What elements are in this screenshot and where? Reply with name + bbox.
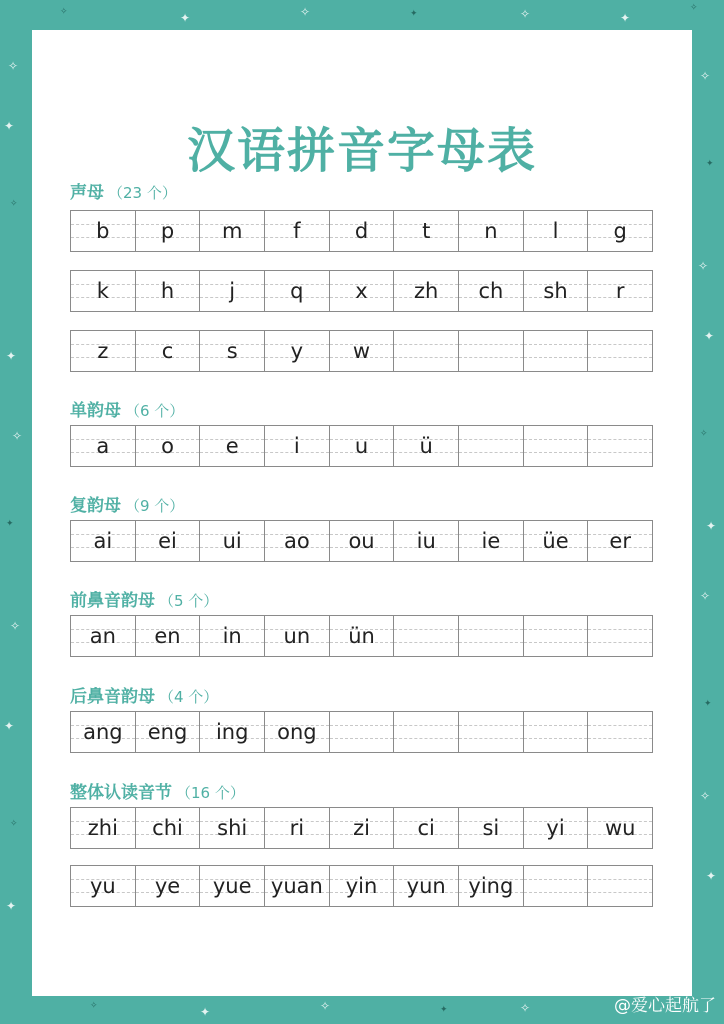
- pinyin-cell: [524, 331, 589, 371]
- pinyin-cell: [330, 426, 395, 466]
- pinyin-grid-row: [70, 270, 653, 312]
- pinyin-grid-row: [70, 711, 653, 753]
- pinyin-cell: [265, 712, 330, 752]
- pinyin-cell: [330, 616, 395, 656]
- star-decoration-icon: ✧: [520, 1001, 531, 1015]
- pinyin-text: ying: [468, 874, 514, 898]
- pinyin-text: in: [222, 624, 242, 648]
- pinyin-cell: [136, 426, 201, 466]
- pinyin-cell: [588, 616, 652, 656]
- section-name: 声母: [70, 183, 104, 203]
- pinyin-text: yue: [212, 874, 252, 898]
- pinyin-cell: [394, 616, 459, 656]
- pinyin-text: er: [609, 529, 631, 553]
- section-heading: [70, 778, 245, 803]
- pinyin-cell: [394, 331, 459, 371]
- pinyin-cell: [330, 331, 395, 371]
- star-decoration-icon: ✦: [704, 329, 715, 343]
- pinyin-cell: [459, 521, 524, 561]
- pinyin-cell: [265, 271, 330, 311]
- pinyin-cell: [394, 808, 459, 848]
- pinyin-cell: [71, 808, 136, 848]
- pinyin-text: yu: [89, 874, 116, 898]
- star-decoration-icon: ✧: [700, 789, 711, 803]
- pinyin-cell: [588, 331, 652, 371]
- pinyin-cell: [459, 211, 524, 251]
- pinyin-cell: [265, 866, 330, 906]
- pinyin-cell: [71, 521, 136, 561]
- pinyin-text: ei: [158, 529, 177, 553]
- star-decoration-icon: ✧: [10, 619, 21, 633]
- pinyin-text: k: [96, 279, 109, 303]
- section-count: （23 个）: [108, 184, 177, 202]
- star-decoration-icon: ✧: [8, 59, 19, 73]
- pinyin-cell: [394, 712, 459, 752]
- pinyin-text: b: [96, 219, 110, 243]
- pinyin-text: ui: [222, 529, 242, 553]
- pinyin-cell: [330, 521, 395, 561]
- pinyin-grid-row: [70, 425, 653, 467]
- star-decoration-icon: ✦: [410, 9, 418, 19]
- pinyin-text: e: [225, 434, 239, 458]
- section-count: （6 个）: [125, 402, 185, 420]
- section-heading: [70, 491, 184, 516]
- pinyin-text: w: [352, 339, 371, 363]
- pinyin-cell: [588, 211, 652, 251]
- pinyin-cell: [200, 426, 265, 466]
- pinyin-text: r: [615, 279, 625, 303]
- pinyin-text: c: [161, 339, 174, 363]
- pinyin-cell: [136, 866, 201, 906]
- pinyin-text: q: [290, 279, 304, 303]
- section-name: 复韵母: [70, 496, 121, 516]
- pinyin-text: t: [422, 219, 431, 243]
- star-decoration-icon: ✦: [6, 899, 17, 913]
- pinyin-text: ü: [419, 434, 433, 458]
- star-decoration-icon: ✧: [320, 999, 331, 1013]
- section-heading: [70, 396, 184, 421]
- pinyin-cell: [588, 866, 652, 906]
- pinyin-text: f: [293, 219, 301, 243]
- star-decoration-icon: ✦: [706, 869, 717, 883]
- pinyin-grid-row: [70, 210, 653, 252]
- pinyin-cell: [394, 426, 459, 466]
- pinyin-cell: [459, 866, 524, 906]
- pinyin-text: ch: [478, 279, 504, 303]
- pinyin-cell: [136, 616, 201, 656]
- pinyin-cell: [71, 616, 136, 656]
- section-name: 后鼻音韵母: [70, 687, 155, 707]
- pinyin-text: x: [355, 279, 368, 303]
- pinyin-text: l: [552, 219, 559, 243]
- pinyin-cell: [524, 271, 589, 311]
- pinyin-text: n: [484, 219, 498, 243]
- pinyin-cell: [459, 426, 524, 466]
- section-name: 前鼻音韵母: [70, 591, 155, 611]
- pinyin-text: ou: [348, 529, 375, 553]
- pinyin-text: u: [354, 434, 369, 458]
- pinyin-text: iu: [416, 529, 436, 553]
- pinyin-cell: [200, 271, 265, 311]
- star-decoration-icon: ✦: [706, 159, 714, 169]
- pinyin-cell: [524, 866, 589, 906]
- pinyin-text: sh: [543, 279, 568, 303]
- section-name: 整体认读音节: [70, 783, 172, 803]
- pinyin-text: shi: [217, 816, 248, 840]
- pinyin-cell: [394, 521, 459, 561]
- section-count: （16 个）: [176, 784, 245, 802]
- pinyin-text: yi: [546, 816, 565, 840]
- pinyin-cell: [71, 712, 136, 752]
- pinyin-text: yun: [406, 874, 446, 898]
- section-heading: [70, 586, 218, 611]
- pinyin-text: a: [96, 434, 110, 458]
- pinyin-cell: [330, 211, 395, 251]
- pinyin-text: s: [226, 339, 238, 363]
- pinyin-cell: [330, 808, 395, 848]
- star-decoration-icon: ✧: [12, 429, 23, 443]
- pinyin-cell: [459, 331, 524, 371]
- pinyin-cell: [394, 211, 459, 251]
- star-decoration-icon: ✧: [690, 3, 698, 13]
- pinyin-cell: [136, 211, 201, 251]
- pinyin-text: ong: [277, 720, 317, 744]
- star-decoration-icon: ✦: [620, 11, 631, 25]
- pinyin-cell: [136, 331, 201, 371]
- pinyin-cell: [200, 866, 265, 906]
- pinyin-text: yin: [345, 874, 378, 898]
- star-decoration-icon: ✦: [180, 11, 191, 25]
- pinyin-text: eng: [147, 720, 188, 744]
- pinyin-cell: [136, 808, 201, 848]
- pinyin-cell: [265, 211, 330, 251]
- star-decoration-icon: ✦: [704, 699, 712, 709]
- star-decoration-icon: ✦: [4, 119, 15, 133]
- pinyin-text: un: [283, 624, 311, 648]
- pinyin-cell: [136, 712, 201, 752]
- pinyin-text: ie: [481, 529, 501, 553]
- pinyin-cell: [524, 712, 589, 752]
- pinyin-text: chi: [152, 816, 183, 840]
- pinyin-text: d: [354, 219, 369, 243]
- watermark: [614, 991, 716, 1016]
- pinyin-cell: [459, 712, 524, 752]
- star-decoration-icon: ✦: [6, 349, 17, 363]
- star-decoration-icon: ✧: [10, 199, 18, 209]
- pinyin-text: m: [221, 219, 243, 243]
- pinyin-cell: [71, 331, 136, 371]
- pinyin-cell: [524, 521, 589, 561]
- section-count: （9 个）: [125, 497, 185, 515]
- pinyin-text: h: [160, 279, 175, 303]
- pinyin-cell: [265, 521, 330, 561]
- star-decoration-icon: ✦: [4, 719, 15, 733]
- pinyin-cell: [330, 866, 395, 906]
- pinyin-cell: [200, 808, 265, 848]
- pinyin-cell: [330, 271, 395, 311]
- pinyin-grid-row: [70, 807, 653, 849]
- star-decoration-icon: ✧: [700, 589, 711, 603]
- pinyin-text: z: [97, 339, 109, 363]
- pinyin-cell: [588, 271, 652, 311]
- star-decoration-icon: ✧: [10, 819, 18, 829]
- pinyin-cell: [200, 331, 265, 371]
- pinyin-cell: [136, 521, 201, 561]
- pinyin-cell: [265, 616, 330, 656]
- pinyin-cell: [265, 331, 330, 371]
- pinyin-grid-row: [70, 615, 653, 657]
- pinyin-cell: [200, 211, 265, 251]
- star-decoration-icon: ✧: [300, 5, 311, 19]
- pinyin-text: ci: [417, 816, 435, 840]
- pinyin-text: ai: [93, 529, 113, 553]
- star-decoration-icon: ✦: [706, 519, 717, 533]
- star-decoration-icon: ✧: [60, 7, 68, 17]
- pinyin-text: zh: [414, 279, 439, 303]
- section-count: （5 个）: [159, 592, 219, 610]
- pinyin-cell: [524, 616, 589, 656]
- star-decoration-icon: ✧: [700, 429, 708, 439]
- pinyin-text: g: [613, 219, 627, 243]
- pinyin-cell: [200, 521, 265, 561]
- pinyin-text: ing: [215, 720, 249, 744]
- pinyin-grid-row: [70, 330, 653, 372]
- pinyin-cell: [71, 426, 136, 466]
- pinyin-cell: [588, 426, 652, 466]
- pinyin-cell: [394, 866, 459, 906]
- pinyin-cell: [200, 712, 265, 752]
- watermark-text: @爱心起航了: [614, 996, 716, 1016]
- pinyin-text: zhi: [87, 816, 118, 840]
- pinyin-cell: [330, 712, 395, 752]
- pinyin-text: ang: [83, 720, 123, 744]
- pinyin-text: si: [482, 816, 500, 840]
- star-decoration-icon: ✦: [440, 1005, 448, 1015]
- section-count: （4 个）: [159, 688, 219, 706]
- pinyin-text: en: [154, 624, 181, 648]
- pinyin-text: üe: [542, 529, 569, 553]
- pinyin-cell: [524, 426, 589, 466]
- pinyin-cell: [588, 712, 652, 752]
- worksheet-paper: [32, 30, 692, 996]
- star-decoration-icon: ✧: [700, 69, 711, 83]
- pinyin-cell: [136, 271, 201, 311]
- pinyin-cell: [71, 271, 136, 311]
- star-decoration-icon: ✧: [90, 1001, 98, 1011]
- pinyin-cell: [459, 271, 524, 311]
- pinyin-text: ye: [154, 874, 181, 898]
- section-heading: [70, 178, 177, 203]
- star-decoration-icon: ✦: [200, 1005, 211, 1019]
- pinyin-text: wu: [604, 816, 636, 840]
- pinyin-grid-row: [70, 520, 653, 562]
- pinyin-cell: [71, 866, 136, 906]
- pinyin-cell: [200, 616, 265, 656]
- pinyin-text: o: [161, 434, 174, 458]
- pinyin-text: zi: [353, 816, 370, 840]
- pinyin-text: an: [89, 624, 116, 648]
- pinyin-grid-row: [70, 865, 653, 907]
- pinyin-cell: [588, 808, 652, 848]
- section-heading: [70, 682, 218, 707]
- pinyin-cell: [524, 808, 589, 848]
- pinyin-text: j: [229, 279, 236, 303]
- section-name: 单韵母: [70, 401, 121, 421]
- page-title: 汉语拼音字母表: [186, 123, 537, 179]
- pinyin-cell: [265, 426, 330, 466]
- pinyin-cell: [459, 808, 524, 848]
- pinyin-text: yuan: [270, 874, 323, 898]
- pinyin-text: ao: [283, 529, 310, 553]
- pinyin-cell: [459, 616, 524, 656]
- star-decoration-icon: ✦: [6, 519, 14, 529]
- pinyin-text: y: [290, 339, 304, 363]
- pinyin-cell: [71, 211, 136, 251]
- pinyin-text: i: [293, 434, 300, 458]
- pinyin-text: ri: [289, 816, 305, 840]
- pinyin-cell: [265, 808, 330, 848]
- pinyin-text: ün: [348, 624, 375, 648]
- pinyin-cell: [524, 211, 589, 251]
- pinyin-cell: [588, 521, 652, 561]
- pinyin-cell: [394, 271, 459, 311]
- star-decoration-icon: ✧: [520, 7, 531, 21]
- pinyin-text: p: [160, 219, 175, 243]
- star-decoration-icon: ✧: [698, 259, 709, 273]
